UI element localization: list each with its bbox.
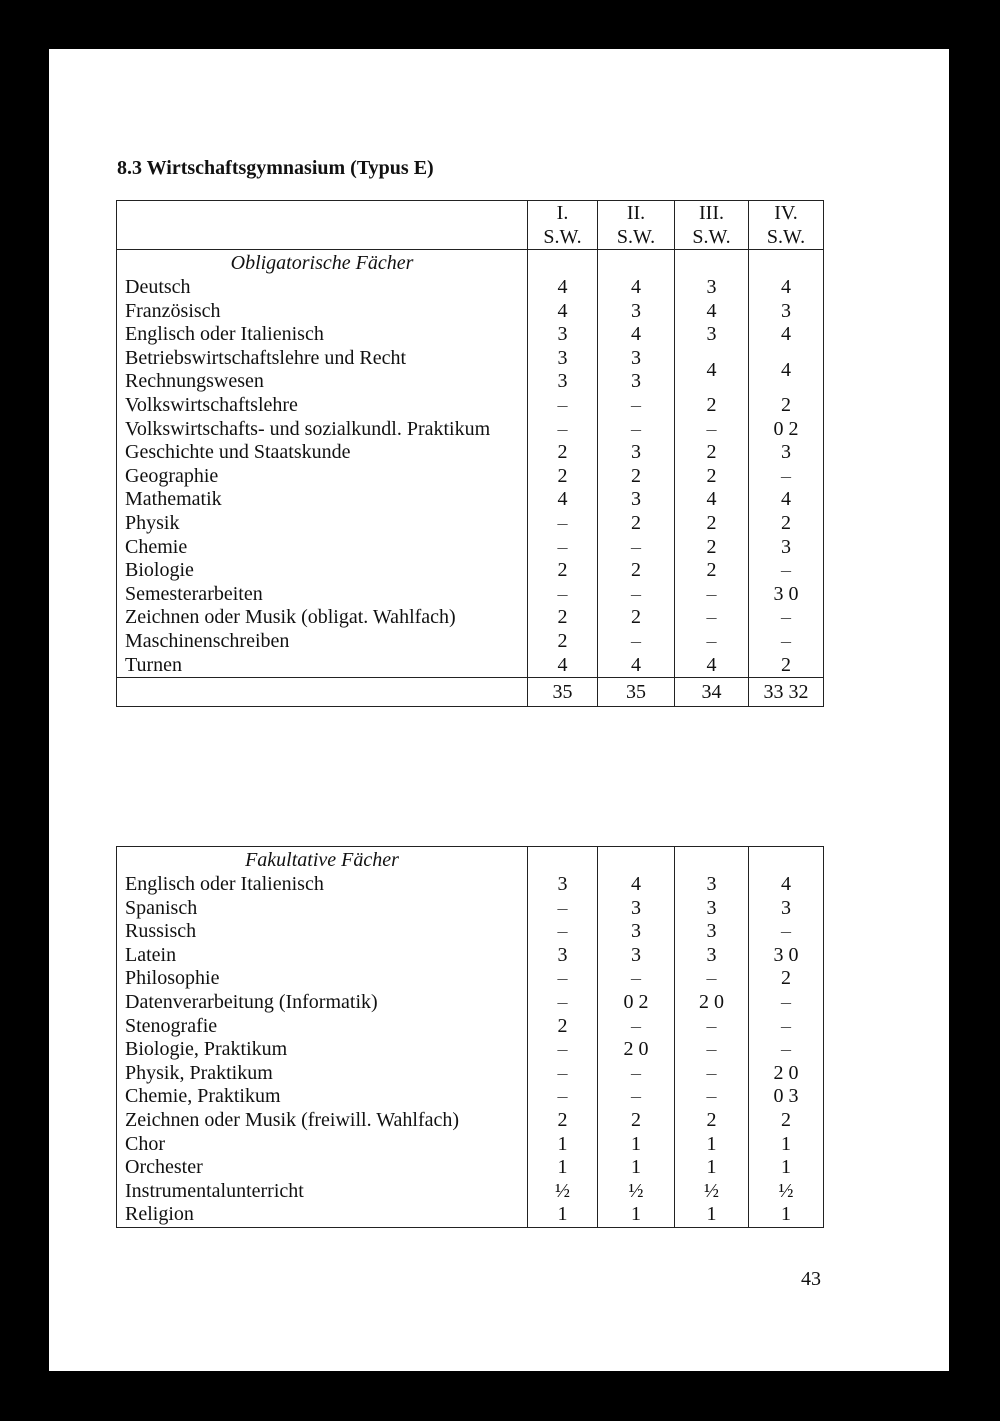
hours-cell: – <box>598 630 675 654</box>
hours-cell: 1 <box>675 1203 749 1227</box>
hours-cell: – <box>675 1062 749 1086</box>
table-row <box>117 606 824 630</box>
subject-name: Biologie, Praktikum <box>117 1038 528 1062</box>
hours-cell: 2 0 <box>675 991 749 1015</box>
hours-cell: 3 <box>528 873 598 897</box>
table-row <box>117 897 824 921</box>
semester-number: II. <box>626 202 646 224</box>
subject-name: Betriebswirtschaftslehre und Recht <box>117 347 528 371</box>
hours-cell: – <box>675 1085 749 1109</box>
hours-cell: ½ <box>528 1180 598 1204</box>
subject-name: Physik <box>117 512 528 536</box>
table-row <box>117 1180 824 1204</box>
hours-cell: – <box>528 394 598 418</box>
subject-name: Turnen <box>117 654 528 678</box>
hours-cell: 4 <box>749 488 824 512</box>
hours-cell: 3 <box>528 347 598 371</box>
hours-cell: 4 <box>528 488 598 512</box>
subject-name: Orchester <box>117 1156 528 1180</box>
hours-cell: 3 <box>528 944 598 968</box>
empty-cell <box>528 250 598 277</box>
section-label: Fakultative Fächer <box>117 847 528 874</box>
subject-name: Latein <box>117 944 528 968</box>
hours-cell: 2 <box>675 512 749 536</box>
subject-name: Geschichte und Staatskunde <box>117 441 528 465</box>
empty-cell <box>528 847 598 874</box>
hours-cell: 4 <box>598 276 675 300</box>
hours-cell: 2 <box>598 465 675 489</box>
hours-cell: – <box>749 630 824 654</box>
hours-cell: 0 2 <box>598 991 675 1015</box>
hours-cell: 4 <box>675 347 749 394</box>
hours-cell: 3 <box>528 323 598 347</box>
hours-cell: 1 <box>528 1203 598 1227</box>
semester-header <box>675 201 749 250</box>
hours-cell: 3 <box>749 300 824 324</box>
subject-name: Russisch <box>117 920 528 944</box>
semester-unit: S.W. <box>692 226 731 248</box>
optional-subjects-table <box>116 846 824 1228</box>
hours-cell: 4 <box>749 347 824 394</box>
subject-name: Zeichnen oder Musik (obligat. Wahlfach) <box>117 606 528 630</box>
hours-cell: – <box>675 630 749 654</box>
table-row <box>117 991 824 1015</box>
hours-cell: 4 <box>598 873 675 897</box>
hours-cell: ½ <box>749 1180 824 1204</box>
hours-cell: 1 <box>528 1156 598 1180</box>
subject-name: Spanisch <box>117 897 528 921</box>
hours-cell: – <box>675 1038 749 1062</box>
hours-cell: 4 <box>675 488 749 512</box>
hours-cell: 3 <box>675 276 749 300</box>
hours-cell: 3 <box>598 347 675 371</box>
hours-cell: 1 <box>749 1156 824 1180</box>
table-row <box>117 465 824 489</box>
hours-cell: – <box>749 559 824 583</box>
semester-header <box>749 201 824 250</box>
hours-cell: 4 <box>598 323 675 347</box>
subject-name: Semesterarbeiten <box>117 583 528 607</box>
hours-cell: 3 <box>749 536 824 560</box>
hours-cell: 1 <box>528 1133 598 1157</box>
hours-cell: – <box>528 418 598 442</box>
page-number: 43 <box>801 1268 821 1290</box>
empty-cell <box>749 250 824 277</box>
hours-cell: 3 <box>675 323 749 347</box>
subject-name: Datenverarbeitung (Informatik) <box>117 991 528 1015</box>
table-row <box>117 944 824 968</box>
obligatory-subjects-table <box>116 200 824 707</box>
hours-cell: – <box>528 967 598 991</box>
hours-cell: 3 <box>598 944 675 968</box>
hours-cell: 2 <box>528 1109 598 1133</box>
subject-name: Maschinenschreiben <box>117 630 528 654</box>
table-row <box>117 1015 824 1039</box>
hours-cell: 3 <box>675 944 749 968</box>
hours-cell: 4 <box>749 873 824 897</box>
table-row <box>117 276 824 300</box>
semester-header <box>528 201 598 250</box>
hours-cell: 3 <box>598 370 675 394</box>
subject-name: Rechnungswesen <box>117 370 528 394</box>
semester-unit: S.W. <box>543 226 582 248</box>
table-row <box>117 1038 824 1062</box>
hours-cell: 2 <box>749 967 824 991</box>
hours-cell: 2 <box>528 1015 598 1039</box>
hours-cell: – <box>598 536 675 560</box>
hours-cell: – <box>675 583 749 607</box>
hours-cell: 3 0 <box>749 583 824 607</box>
hours-cell: 4 <box>528 276 598 300</box>
section-label: Obligatorische Fächer <box>117 250 528 277</box>
table-row <box>117 394 824 418</box>
hours-cell: 1 <box>675 1156 749 1180</box>
hours-cell: 2 <box>749 394 824 418</box>
hours-cell: – <box>598 1085 675 1109</box>
subject-name: Stenografie <box>117 1015 528 1039</box>
hours-cell: 2 <box>598 606 675 630</box>
hours-cell: – <box>749 920 824 944</box>
table-row <box>117 1203 824 1227</box>
semester-number: III. <box>699 202 724 224</box>
hours-cell: 2 <box>675 394 749 418</box>
hours-cell: 1 <box>598 1133 675 1157</box>
hours-cell: 2 <box>749 512 824 536</box>
empty-cell <box>675 847 749 874</box>
table-row <box>117 512 824 536</box>
table-row <box>117 630 824 654</box>
hours-cell: 3 <box>528 370 598 394</box>
table-row <box>117 873 824 897</box>
hours-cell: 3 <box>675 873 749 897</box>
section-row <box>117 250 824 277</box>
hours-cell: – <box>675 418 749 442</box>
hours-cell: 2 <box>675 559 749 583</box>
hours-cell: – <box>528 1038 598 1062</box>
hours-cell: 2 <box>749 1109 824 1133</box>
total-cell: 34 <box>675 678 749 707</box>
hours-cell: 2 <box>528 559 598 583</box>
table-row <box>117 1085 824 1109</box>
hours-cell: ½ <box>675 1180 749 1204</box>
hours-cell: 3 <box>749 897 824 921</box>
hours-cell: – <box>528 1085 598 1109</box>
hours-cell: 2 0 <box>749 1062 824 1086</box>
table-row <box>117 488 824 512</box>
hours-cell: – <box>528 583 598 607</box>
hours-cell: – <box>528 536 598 560</box>
hours-cell: 3 <box>675 897 749 921</box>
total-cell: 35 <box>598 678 675 707</box>
table-row <box>117 536 824 560</box>
empty-cell <box>598 250 675 277</box>
hours-cell: 3 <box>598 488 675 512</box>
table-row <box>117 583 824 607</box>
subject-name: Physik, Praktikum <box>117 1062 528 1086</box>
total-cell: 35 <box>528 678 598 707</box>
table-row <box>117 559 824 583</box>
hours-cell: 2 <box>528 441 598 465</box>
empty-cell <box>598 847 675 874</box>
table-row <box>117 441 824 465</box>
table-row <box>117 1133 824 1157</box>
subject-name: Volkswirtschaftslehre <box>117 394 528 418</box>
hours-cell: 4 <box>749 276 824 300</box>
header-row <box>117 201 824 250</box>
hours-cell: 1 <box>675 1133 749 1157</box>
hours-cell: – <box>749 1015 824 1039</box>
hours-cell: – <box>528 897 598 921</box>
hours-cell: 2 <box>675 1109 749 1133</box>
hours-cell: 3 <box>598 441 675 465</box>
hours-cell: 3 <box>598 897 675 921</box>
section-title: 8.3 Wirtschaftsgymnasium (Typus E) <box>117 157 434 179</box>
hours-cell: – <box>598 967 675 991</box>
subject-name: Englisch oder Italienisch <box>117 323 528 347</box>
hours-cell: – <box>749 991 824 1015</box>
hours-cell: 2 <box>598 512 675 536</box>
subject-name: Deutsch <box>117 276 528 300</box>
hours-cell: 2 <box>675 441 749 465</box>
hours-cell: 4 <box>749 323 824 347</box>
hours-cell: 2 <box>528 465 598 489</box>
subject-name: Mathematik <box>117 488 528 512</box>
hours-cell: 2 <box>675 465 749 489</box>
hours-cell: – <box>675 606 749 630</box>
semester-unit: S.W. <box>616 226 656 248</box>
hours-cell: 3 <box>598 920 675 944</box>
table-row <box>117 1062 824 1086</box>
table-row <box>117 1109 824 1133</box>
header-blank-cell <box>117 201 528 250</box>
table-row <box>117 967 824 991</box>
hours-cell: 3 <box>675 920 749 944</box>
table-row <box>117 654 824 678</box>
hours-cell: 2 <box>749 654 824 678</box>
subject-name: Chor <box>117 1133 528 1157</box>
hours-cell: – <box>598 583 675 607</box>
empty-cell <box>675 250 749 277</box>
table-row <box>117 347 824 371</box>
hours-cell: 2 0 <box>598 1038 675 1062</box>
hours-cell: 1 <box>598 1156 675 1180</box>
hours-cell: 2 <box>528 630 598 654</box>
hours-cell: ½ <box>598 1180 675 1204</box>
semester-header <box>598 201 675 250</box>
hours-cell: 1 <box>749 1203 824 1227</box>
subject-name: Volkswirtschafts- und sozialkundl. Praktikum <box>117 418 528 442</box>
table-row <box>117 323 824 347</box>
hours-cell: 3 <box>749 441 824 465</box>
hours-cell: – <box>598 394 675 418</box>
subject-name: Französisch <box>117 300 528 324</box>
hours-cell: 3 <box>598 300 675 324</box>
hours-cell: – <box>598 418 675 442</box>
subject-name: Geographie <box>117 465 528 489</box>
section-row <box>117 847 824 874</box>
hours-cell: 4 <box>528 654 598 678</box>
hours-cell: – <box>528 920 598 944</box>
hours-cell: 3 0 <box>749 944 824 968</box>
hours-cell: 4 <box>598 654 675 678</box>
hours-cell: 4 <box>675 300 749 324</box>
hours-cell: – <box>598 1015 675 1039</box>
table-row <box>117 1156 824 1180</box>
subject-name: Religion <box>117 1203 528 1227</box>
hours-cell: 1 <box>598 1203 675 1227</box>
hours-cell: – <box>749 606 824 630</box>
hours-cell: – <box>598 1062 675 1086</box>
hours-cell: 2 <box>598 559 675 583</box>
subject-name: Biologie <box>117 559 528 583</box>
subject-name: Chemie, Praktikum <box>117 1085 528 1109</box>
subject-name: Englisch oder Italienisch <box>117 873 528 897</box>
hours-cell: – <box>528 1062 598 1086</box>
table-row <box>117 418 824 442</box>
table-row <box>117 300 824 324</box>
document-page <box>49 49 949 1371</box>
total-cell: 33 32 <box>749 678 824 707</box>
semester-number: I. <box>556 202 569 224</box>
hours-cell: 4 <box>675 654 749 678</box>
hours-cell: – <box>749 1038 824 1062</box>
hours-cell: 2 <box>528 606 598 630</box>
subject-name: Philosophie <box>117 967 528 991</box>
hours-cell: 2 <box>598 1109 675 1133</box>
hours-cell: – <box>749 465 824 489</box>
subject-name: Zeichnen oder Musik (freiwill. Wahlfach) <box>117 1109 528 1133</box>
hours-cell: – <box>675 1015 749 1039</box>
hours-cell: – <box>528 512 598 536</box>
subject-name: Chemie <box>117 536 528 560</box>
hours-cell: – <box>675 967 749 991</box>
hours-cell: 2 <box>675 536 749 560</box>
totals-row <box>117 678 824 707</box>
hours-cell: – <box>528 991 598 1015</box>
subject-name: Instrumentalunterricht <box>117 1180 528 1204</box>
hours-cell: 1 <box>749 1133 824 1157</box>
table-row <box>117 920 824 944</box>
semester-number: IV. <box>774 202 798 224</box>
hours-cell: 0 2 <box>749 418 824 442</box>
empty-cell <box>749 847 824 874</box>
hours-cell: 4 <box>528 300 598 324</box>
semester-unit: S.W. <box>766 226 806 248</box>
totals-label-cell <box>117 678 528 707</box>
hours-cell: 0 3 <box>749 1085 824 1109</box>
